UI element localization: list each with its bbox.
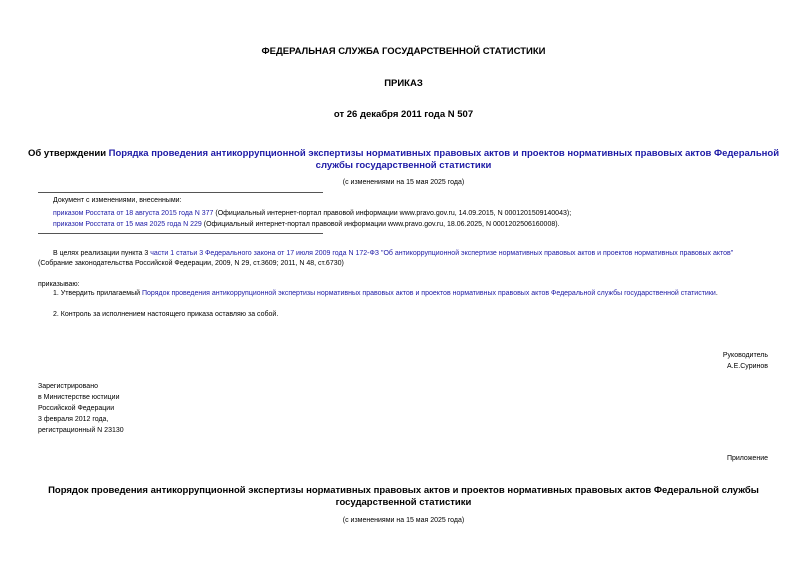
registration-line: Зарегистрировано xyxy=(38,383,98,390)
preamble-text: В целях реализации пункта 3 xyxy=(53,250,151,257)
document-type: ПРИКАЗ xyxy=(384,78,423,89)
appendix-title xyxy=(0,485,807,509)
appendix-label: Приложение xyxy=(726,455,768,462)
law-link[interactable]: части 1 статьи 3 Федерального закона от 17 июля 2009 года N 172-ФЗ "Об антикоррупционной экспертизе нормативных правовых актов и проектов нормативных правовых актов" xyxy=(150,250,734,257)
registration-block xyxy=(38,381,124,436)
change-details: (Официальный интернет-портал правовой информации www.pravo.gov.ru, 14.09.2015, N 0001201509140043); xyxy=(213,210,572,217)
appendix-title-line2: государственной статистики xyxy=(335,497,472,508)
order-item-2: 2. Контроль за исполнением настоящего приказа оставляю за собой. xyxy=(53,311,279,318)
changes-heading: Документ с изменениями, внесенными: xyxy=(53,197,182,204)
divider-bottom xyxy=(38,233,323,234)
registration-line: Российской Федерации xyxy=(38,405,115,412)
registration-line: в Министерстве юстиции xyxy=(38,394,120,401)
registration-line: 3 февраля 2012 года, xyxy=(38,416,109,423)
signer-position: Руководитель xyxy=(722,352,768,359)
item-1-prefix: 1. Утвердить прилагаемый xyxy=(53,290,142,297)
order-date: от 26 декабря 2011 года N 507 xyxy=(333,109,474,120)
order-item-1 xyxy=(53,288,718,299)
procedure-link[interactable]: Порядок проведения антикоррупционной экспертизы нормативных правовых актов и проектов нормативных правовых актов Федеральной службы государственной статистики xyxy=(141,290,716,297)
preamble-source: (Собрание законодательства Российской Федерации, 2009, N 29, ст.3609; 2011, N 48, ст.6730) xyxy=(38,260,344,267)
change-link[interactable]: приказом Росстата от 15 мая 2025 года N 229 xyxy=(53,221,202,228)
signer-name: А.Е.Суринов xyxy=(727,363,768,370)
change-link[interactable]: приказом Росстата от 18 августа 2015 года N 377 xyxy=(53,210,214,217)
registration-line: регистрационный N 23130 xyxy=(38,427,124,434)
title-link-cont[interactable]: службы государственной статистики xyxy=(315,160,492,171)
title-prefix: Об утверждении xyxy=(27,148,109,159)
appendix-title-line1: Порядок проведения антикоррупционной экспертизы нормативных правовых актов и проектов нормативных правовых актов Федеральной службы xyxy=(48,485,759,496)
change-details: (Официальный интернет-портал правовой информации www.pravo.gov.ru, 18.06.2025, N 0001202506160008). xyxy=(201,221,560,228)
item-1-suffix: . xyxy=(715,290,718,297)
title-link[interactable]: Порядка проведения антикоррупционной экспертизы нормативных правовых актов и проектов нормативных правовых актов Федеральной xyxy=(108,148,780,159)
change-item xyxy=(53,219,560,230)
orders-word: приказываю: xyxy=(38,281,80,288)
divider-top xyxy=(38,192,323,193)
document-title xyxy=(0,148,807,172)
agency-name: ФЕДЕРАЛЬНАЯ СЛУЖБА ГОСУДАРСТВЕННОЙ СТАТИСТИКИ xyxy=(261,46,546,57)
amended-note: (с изменениями на 15 мая 2025 года) xyxy=(342,179,465,186)
appendix-amended-note: (с изменениями на 15 мая 2025 года) xyxy=(342,517,465,524)
change-item xyxy=(53,208,571,219)
